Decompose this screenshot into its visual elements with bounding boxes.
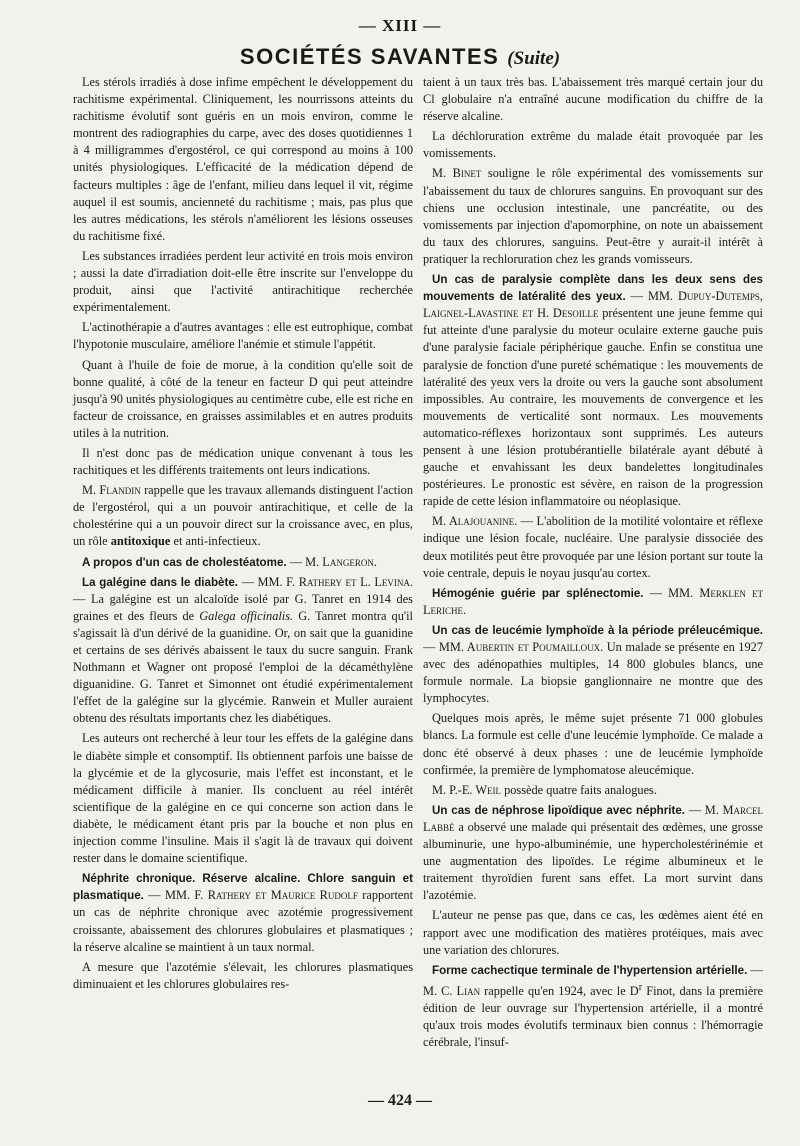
communication-author: — MM. F. Rathery et Maurice Rudolf [143,888,358,903]
communication-author: — MM. Merklen et Leriche. [423,585,763,617]
communication-title: La galégine dans le diabète. [82,575,239,589]
page-number: — 424 — [368,1092,432,1109]
section-suite: (Suite) [507,48,561,69]
communication-title: Hémogénie guérie par splénectomie. [432,586,644,600]
paragraph: M. Binet souligne le rôle expérimental des vomissements sur l'abaissement du taux de chlorures sanguins. En provoquant sur des chiens une occlusion intestinale, une pancréatite, ou des vomissements par injection d'apomorphine, on note un abaissement du taux des chlorures, sanguins. Peut-être y aurait-il intérêt à pratiquer la rechloruration chez les grands vomisseurs. [423,166,764,266]
communication-entry: Forme cachectique terminale de l'hypertension artérielle. — M. C. Lian rappelle qu'en 1924, avec le $D^r$ Finot, dans la première édition de leur ouvrage sur l'hypertension artérielle, il a montré qu'aux trois modes évolutifs terminaux bien connus : l'hémorragie cérébrale, l'insuf- [423,962,763,1050]
speaker-name: M. Binet [432,166,482,181]
paragraph: Les substances irradiées perdent leur activité en trois mois environ ; aussi la date d'irradiation doit-elle être inscrite sur l'enveloppe du produit, ainsi que l'activité antirachitique recherchée expérimentalement. [73,248,413,315]
communication-entry [73,554,413,571]
paragraph: L'auteur ne pense pas que, dans ce cas, les œdèmes aient été en rapport avec une modification des matières protéiques, mais avec une variation des chlorures. [423,908,763,957]
communication-author: — M. C. Lian [423,962,763,998]
communication-author: — MM. Dupuy-Dutemps, Laignel-Lavastine et H. Desoille [423,289,763,321]
paragraph: Quant à l'huile de foie de morue, à la condition qu'elle soit de bonne qualité, à côté de la teneur en facteur D qui peut atteindre jusqu'à 90 unités physiologiques au centimètre cube, elle est riche en facteur de croissance, en graisses assimilables et en autres produits utiles à la nutrition. [73,357,413,440]
communication-title: Forme cachectique terminale de l'hypertension artérielle. [432,963,748,977]
paragraph: Il n'est donc pas de médication unique convenant à tous les rachitiques et les différents traitements ont leurs indications. [73,445,413,478]
communication-title: Un cas de néphrose lipoïdique avec néphrite. [432,803,686,817]
section-title: SOCIÉTÉS SAVANTES [239,44,500,69]
communication-author: — MM. F. Rathery et L. Levina. [238,574,413,589]
paragraph: A mesure que l'azotémie s'élevait, les chlorures plasmatiques diminuaient et les chlorures globulaires res- [73,959,413,991]
communication-author: — M. Langeron. [286,554,377,569]
communication-entry: La galégine dans le diabète. — MM. F. Rathery et L. Levina. — La galégine est un alcaloïde isolé par G. Tanret en 1914 des graines et des fleurs de Galega officinalis. G. Tanret montra qu'il s'agissait là d'un dérivé de la guanidine. Or, on sait que la guanidine et certains de ses dérivés abaissent le taux du sucre sanguin. Frank Nothmann et Wagner ont proposé l'emploi de la décaméthylène diguanidine. G. Tanret et Simonnet ont étudié expérimentalement l'effet de la galégine sur la glycémie. Ranwein et Muller auraient obtenu des résultats importants chez les diabétiques. [73,574,413,726]
roman-page-numeral: — XIII — [358,16,442,35]
communication-entry [423,585,763,619]
paragraph: M. P.-E. Weil possède quatre faits analogues. [432,782,657,797]
right-column [423,74,763,1054]
paragraph: Les stérols irradiés à dose infime empêchent le développement du rachitisme expérimental. Cliniquement, les nourrissons atteints du rachitisme évolutif sont guéris en un mois environ, comme le montrent des radiographies du carpe, avec des doses quotidiennes 1 à 4 milligrammes d'ergostérol, ce qui correspond au moins à 100 unités physiologiques. L'efficacité de la médication dépend de facteurs multiples : âge de l'enfant, milieu dans lequel il vit, régime auquel il est soumis, ancienneté du rachitisme ; mais, pas plus que les autres médications, les stérols n'améliorent les lésions osseuses du rachitisme fixé. [73,75,413,243]
communication-entry: Un cas de paralysie complète dans les deux sens des mouvements de latéralité des yeux. — MM. Dupuy-Dutemps, Laignel-Lavastine et H. Desoille présentent une jeune femme qui fut atteinte d'une paralysie du moteur oculaire externe gauche puis d'une paralysie faciale périphérique gauche. Enfin se constitua une paralysie de fonction d'une pureté schématique : les mouvements de latéralité des yeux vers la droite ou vers la gauche sont absolument impossibles. Au contraire, les mouvements de convergence et les mouvements de verticalité sont normaux. Les mouvements automatico-réflexes horizontaux sont supprimés. Les auteurs pensent à une lésion protubérantielle bilatérale ayant débuté à gauche et envahissant les deux bandelettes longitudinales postérieures. Le pronostic est sévère, en raison de la progression rapide de cette lésion inflammatoire ou néoplasique. [423,273,763,509]
communication-entry: Un cas de néphrose lipoïdique avec néphrite. — M. Marcel Labbé a observé une malade qui présentait des œdèmes, une grosse albuminurie, une hypo-albuminémie, une hypercholestérinémie et une augmentation des lipoïdes. Le régime albumineux et le traitement thyroïdien furent sans effet. La mort survint dans l'azotémie. [423,802,763,903]
communication-author: — MM. Aubertin et Poumailloux. [423,640,604,654]
paragraph: M. Flandin rappelle que les travaux allemands distinguent l'action de l'ergostérol, qui a un pouvoir antirachitique, et celle de la cholestérine qui a un pouvoir direct sur la croissance avec, en plus, un rôle antitoxique et anti-infectieux. [73,483,413,549]
communication-title: Un cas de leucémie lymphoïde à la période préleucémique. [432,623,763,637]
speaker-name: M. P.-E. Weil [432,782,501,797]
paragraph: Quelques mois après, le même sujet présente 71 000 globules blancs. La formule est celle d'une leucémie lymphoïde. Ce malade a donc été observé à deux phases : une de leucémie lymphoïde confirmée, la première de lymphomatose aleucémique. [423,711,763,777]
communication-author: — M. Marcel Labbé [423,802,763,834]
paragraph: La déchloruration extrême du malade était provoquée par les vomissements. [423,129,763,161]
speaker-name: M. Alajouanine. [432,514,518,529]
communication-title: Néphrite chronique. Réserve alcaline. Chlore sanguin et plasmatique. [73,872,413,903]
paragraph: Les auteurs ont recherché à leur tour les effets de la galégine dans le diabète simple et consomptif. Ils obtiennent parfois une baisse de la glycémie et de la glycosurie, mais l'effet est inconstant, et le médicament difficile à manier. Ils concluent au réel intérêt scientifique de la galégine en ce qui concerne son action dans le diabète, le médicament étant pris par la bouche et non plus en injection comme l'insuline. Mais il s'agit là de travaux qui doivent rester dans le domaine scientifique. [73,731,413,866]
communication-entry: Un cas de leucémie lymphoïde à la période préleucémique. — MM. Aubertin et Poumailloux. Un malade se présente en 1927 avec des adénopathies multiples, 14 800 globules blancs, une formule normale. La biopsie ganglionnaire ne montre que des lymphocytes. [423,623,763,706]
left-column [73,74,413,996]
communication-title: A propos d'un cas de cholestéatome. [82,555,287,569]
paragraph: M. Alajouanine. — L'abolition de la motilité volontaire et réflexe indique une lésion focale, nucléaire. Une paralysie dissociée des deux motilités peut être provoquée par une lésion portant sur toute la voie centrale, depuis le noyau jusqu'au cortex. [423,514,763,580]
paragraph: taient à un taux très bas. L'abaissement très marqué certain jour du Cl globulaire n'a entraîné aucune modification du chiffre de la réserve alcaline. [423,75,763,124]
communication-title: Un cas de paralysie complète dans les deux sens des mouvements de latéralité des yeux. [423,273,763,304]
speaker-name: M. Flandin [82,483,141,498]
communication-entry: Néphrite chronique. Réserve alcaline. Chlore sanguin et plasmatique. — MM. F. Rathery et Maurice Rudolf rapportent un cas de néphrite chronique avec azotémie progressivement croissante, abaissement des chlorures globulaires et plasmatiques ; la réserve alcaline se maintient à un taux normal. [73,872,414,954]
paragraph: L'actinothérapie a d'autres avantages : elle est eutrophique, combat l'hypotonie musculaire, améliore l'anémie et stimule l'appétit. [73,320,413,352]
section-heading [0,44,800,70]
